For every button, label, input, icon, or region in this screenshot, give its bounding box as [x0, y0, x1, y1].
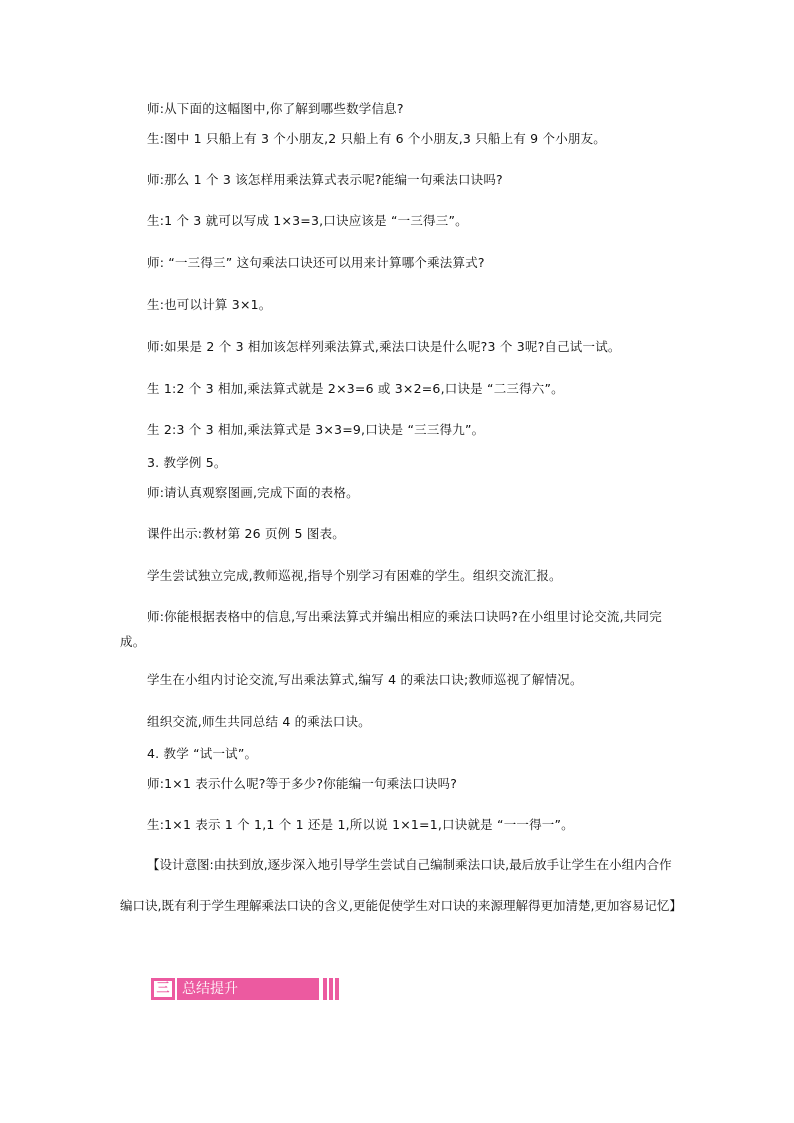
paragraph-teacher-question-6: 师:1×1 表示什么呢?等于多少?你能编一句乘法口诀吗? [147, 776, 458, 791]
paragraph-student-activity-1: 学生尝试独立完成,教师巡视,指导个别学习有困难的学生。组织交流汇报。 [147, 568, 562, 583]
paragraph-student-answer-4: 生:1×1 表示 1 个 1,1 个 1 还是 1,所以说 1×1=1,口诀就是 “一一得一”。 [147, 817, 574, 832]
paragraph-teacher-question-3: 师: “一三得三” 这句乘法口诀还可以用来计算哪个乘法算式? [147, 255, 485, 270]
paragraph-teacher-question-1: 师:从下面的这幅图中,你了解到哪些数学信息? [147, 101, 404, 116]
section-banner [151, 978, 339, 1000]
paragraph-student-1-answer: 生 1:2 个 3 相加,乘法算式就是 2×3=6 或 3×2=6,口诀是 “二三得六”。 [147, 381, 564, 396]
paragraph-courseware: 课件出示:教材第 26 页例 5 图表。 [147, 526, 345, 541]
section-number-badge [151, 978, 175, 1000]
paragraph-student-activity-2: 学生在小组内讨论交流,写出乘法算式,编写 4 的乘法口诀;教师巡视了解情况。 [147, 672, 583, 687]
paragraph-student-answer-1: 生:图中 1 只船上有 3 个小朋友,2 只船上有 6 个小朋友,3 只船上有 9 个小朋友。 [147, 131, 607, 146]
paragraph-student-2-answer: 生 2:3 个 3 相加,乘法算式是 3×3=9,口诀是 “三三得九”。 [147, 422, 485, 437]
design-intent-note: 【设计意图:由扶到放,逐步深入地引导学生尝试自己编制乘法口诀,最后放手让学生在小组内合作编口诀,既有利于学生理解乘法口诀的含义,更能促使学生对口诀的来源理解得更加清楚,更加容易记忆】 [120, 857, 682, 913]
paragraph-teacher-question-5: 师:你能根据表格中的信息,写出乘法算式并编出相应的乘法口诀吗?在小组里讨论交流,共同完成。 [120, 609, 662, 649]
paragraph-summary: 组织交流,师生共同总结 4 的乘法口诀。 [147, 714, 371, 729]
paragraph-teacher-question-2: 师:那么 1 个 3 该怎样用乘法算式表示呢?能编一句乘法口诀吗? [147, 172, 503, 187]
paragraph-teacher-question-4: 师:如果是 2 个 3 相加该怎样列乘法算式,乘法口诀是什么呢?3 个 3呢?自己试一试。 [147, 339, 621, 354]
paragraph-student-answer-2: 生:1 个 3 就可以写成 1×3=3,口诀应该是 “一三得三”。 [147, 213, 468, 228]
banner-decoration-bars [321, 978, 339, 1000]
paragraph-teacher-instruction: 师:请认真观察图画,完成下面的表格。 [147, 485, 359, 500]
section-heading-example-5: 3. 教学例 5。 [147, 455, 227, 470]
section-number: 三 [154, 981, 172, 997]
section-heading-try: 4. 教学 “试一试”。 [147, 746, 258, 761]
section-title: 总结提升 [177, 978, 319, 1000]
paragraph-student-answer-3: 生:也可以计算 3×1。 [147, 297, 272, 312]
